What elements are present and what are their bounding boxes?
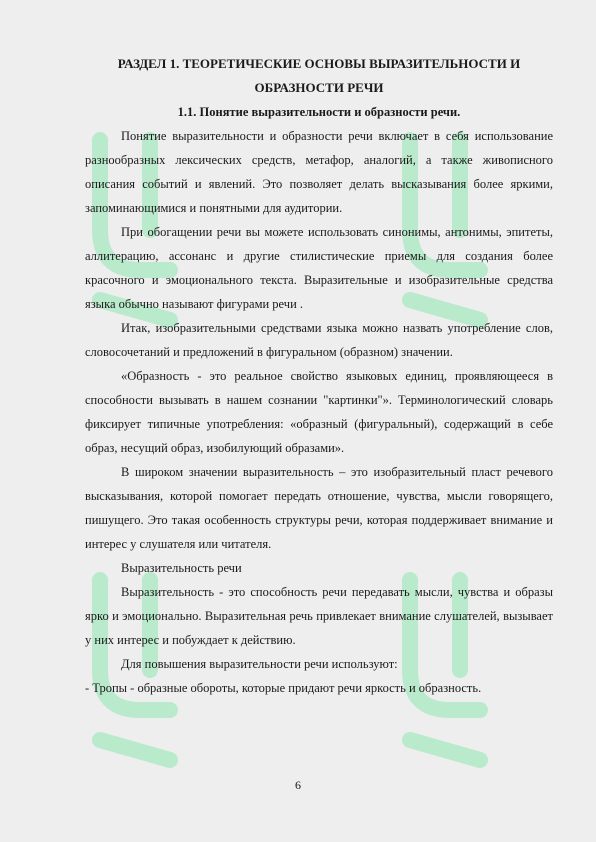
document-body — [85, 52, 553, 700]
paragraph: В широком значении выразительность – это изобразительный пласт речевого высказывания, которой помогает передать отношение, чувства, мысли говорящего, пишущего. Это такая особенность структуры речи, которая поддерживает внимание и интерес у слушателя или читателя. — [85, 465, 553, 551]
paragraph: «Образность - это реальное свойство языковых единиц, проявляющееся в способности вызывать в нашем сознании "картинки"». Терминологический словарь фиксирует типичные употребления: «образный (фигуральный), содержащий в себе образ, несущий образ, изобилующий образами». — [85, 369, 553, 455]
page-number: 6 — [295, 778, 301, 792]
paragraph: Для повышения выразительности речи используют: — [121, 657, 398, 671]
paragraph: При обогащении речи вы можете использовать синонимы, антонимы, эпитеты, аллитерацию, ассонанс и другие стилистические приемы для создания более красочного и эмоционального текста. Выразительные и изобразительные средства языка обычно называют фигурами речи . — [85, 225, 553, 311]
paragraph: Итак, изобразительными средствами языка можно назвать употребление слов, словосочетаний и предложений в фигуральном (образном) значении. — [85, 321, 553, 359]
paragraph: Понятие выразительности и образности речи включает в себя использование разнообразных лексических средств, метафор, аналогий, а также живописного описания событий и явлений. Это позволяет делать высказывания более яркими, запоминающимися и понятными для аудитории. — [85, 129, 553, 215]
paragraph: Выразительность - это способность речи передавать мысли, чувства и образы ярко и эмоционально. Выразительная речь привлекает внимание слушателей, вызывает у них интерес и побуждает к действию. — [85, 585, 553, 647]
list-item: - Тропы - образные обороты, которые придают речи яркость и образность. — [85, 681, 482, 695]
section-heading: РАЗДЕЛ 1. ТЕОРЕТИЧЕСКИЕ ОСНОВЫ ВЫРАЗИТЕЛЬНОСТИ И ОБРАЗНОСТИ РЕЧИ — [117, 56, 521, 95]
subsection-heading: 1.1. Понятие выразительности и образности речи. — [177, 105, 461, 119]
paragraph-title: Выразительность речи — [121, 561, 242, 575]
